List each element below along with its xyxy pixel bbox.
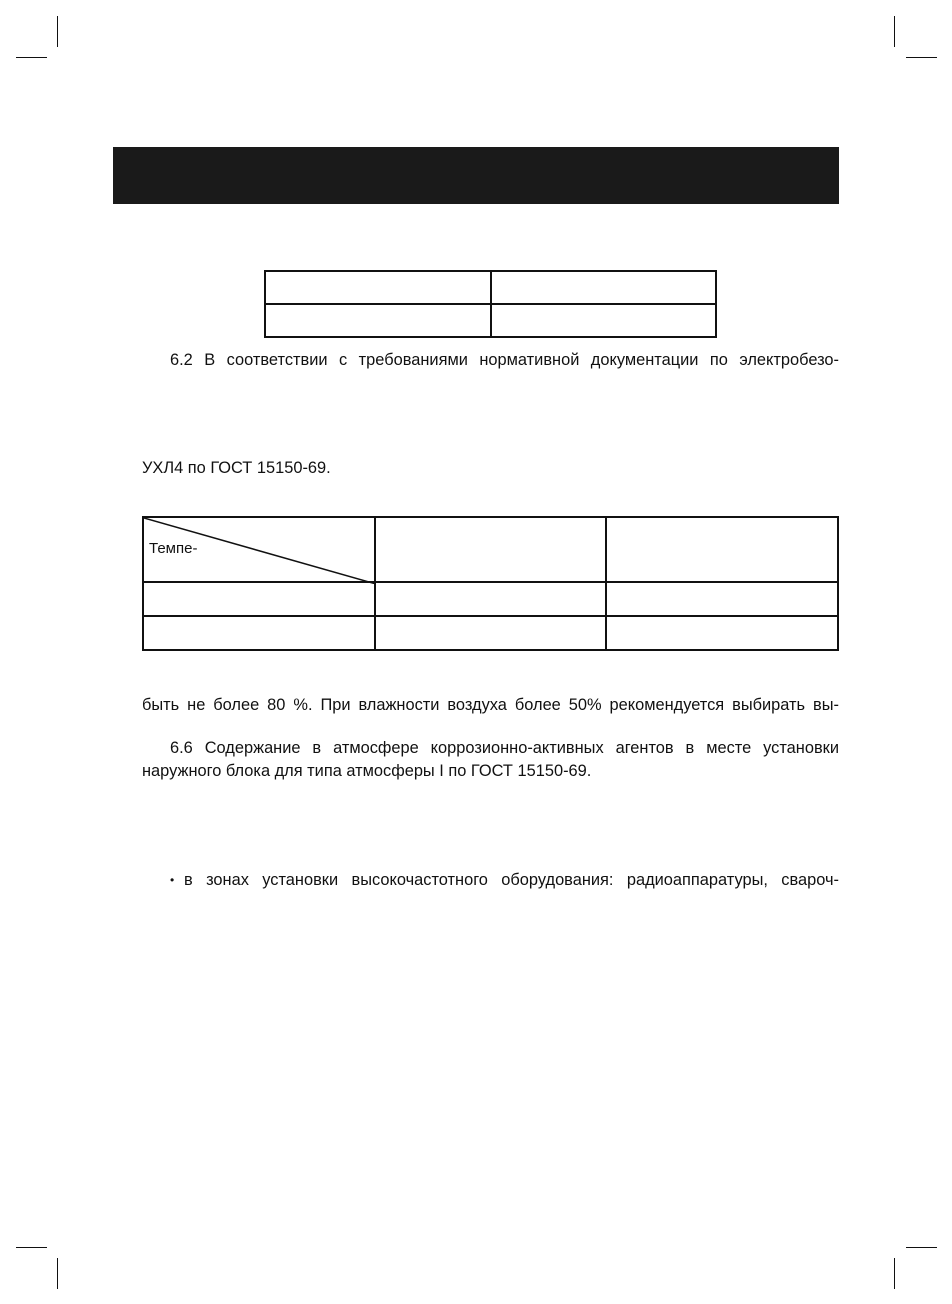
table-header-cell (606, 517, 838, 582)
crop-mark-top-right-h (906, 57, 937, 58)
table-cell (265, 271, 491, 304)
table-row (143, 582, 838, 616)
table-header-row (143, 517, 838, 582)
diagonal-header-cell (143, 517, 375, 582)
table-cell (606, 582, 838, 616)
table-header-cell (375, 517, 607, 582)
paragraph-6-2-line: 6.2 В соответствии с требованиями нормативной документации по электробезо- (170, 351, 839, 369)
table-cell (143, 582, 375, 616)
crop-mark-top-right-v (894, 16, 895, 47)
humidity-line: быть не более 80 %. При влажности воздуха более 50% рекомендуется выбирать вы- (142, 696, 839, 714)
paragraph-6-6-line-2: наружного блока для типа атмосферы I по ГОСТ 15150-69. (142, 762, 592, 780)
table-cell (265, 304, 491, 337)
bullet-line: в зонах установки высокочастотного оборудования: радиоаппаратуры, свароч- (184, 871, 839, 889)
section-header-bar (113, 147, 839, 204)
temperature-corner-label: Темпе- (149, 540, 198, 557)
bullet-marker: • (170, 873, 175, 887)
crop-mark-bottom-right-v (894, 1258, 895, 1289)
climate-category-line: УХЛ4 по ГОСТ 15150-69. (142, 459, 331, 477)
table-row (265, 304, 716, 337)
table-row (143, 616, 838, 650)
crop-mark-bottom-left-v (57, 1258, 58, 1289)
paragraph-6-6-line-1: 6.6 Содержание в атмосфере коррозионно-активных агентов в месте установки (170, 739, 839, 757)
table-cell (375, 616, 607, 650)
table-cell (491, 271, 717, 304)
crop-mark-bottom-right-h (906, 1247, 937, 1248)
table-cell (606, 616, 838, 650)
table-cell (375, 582, 607, 616)
crop-mark-top-left-h (16, 57, 47, 58)
table-cell (143, 616, 375, 650)
table-cell (491, 304, 717, 337)
small-table (264, 270, 717, 338)
crop-mark-bottom-left-h (16, 1247, 47, 1248)
temperature-table (142, 516, 839, 651)
table-row (265, 271, 716, 304)
crop-mark-top-left-v (57, 16, 58, 47)
